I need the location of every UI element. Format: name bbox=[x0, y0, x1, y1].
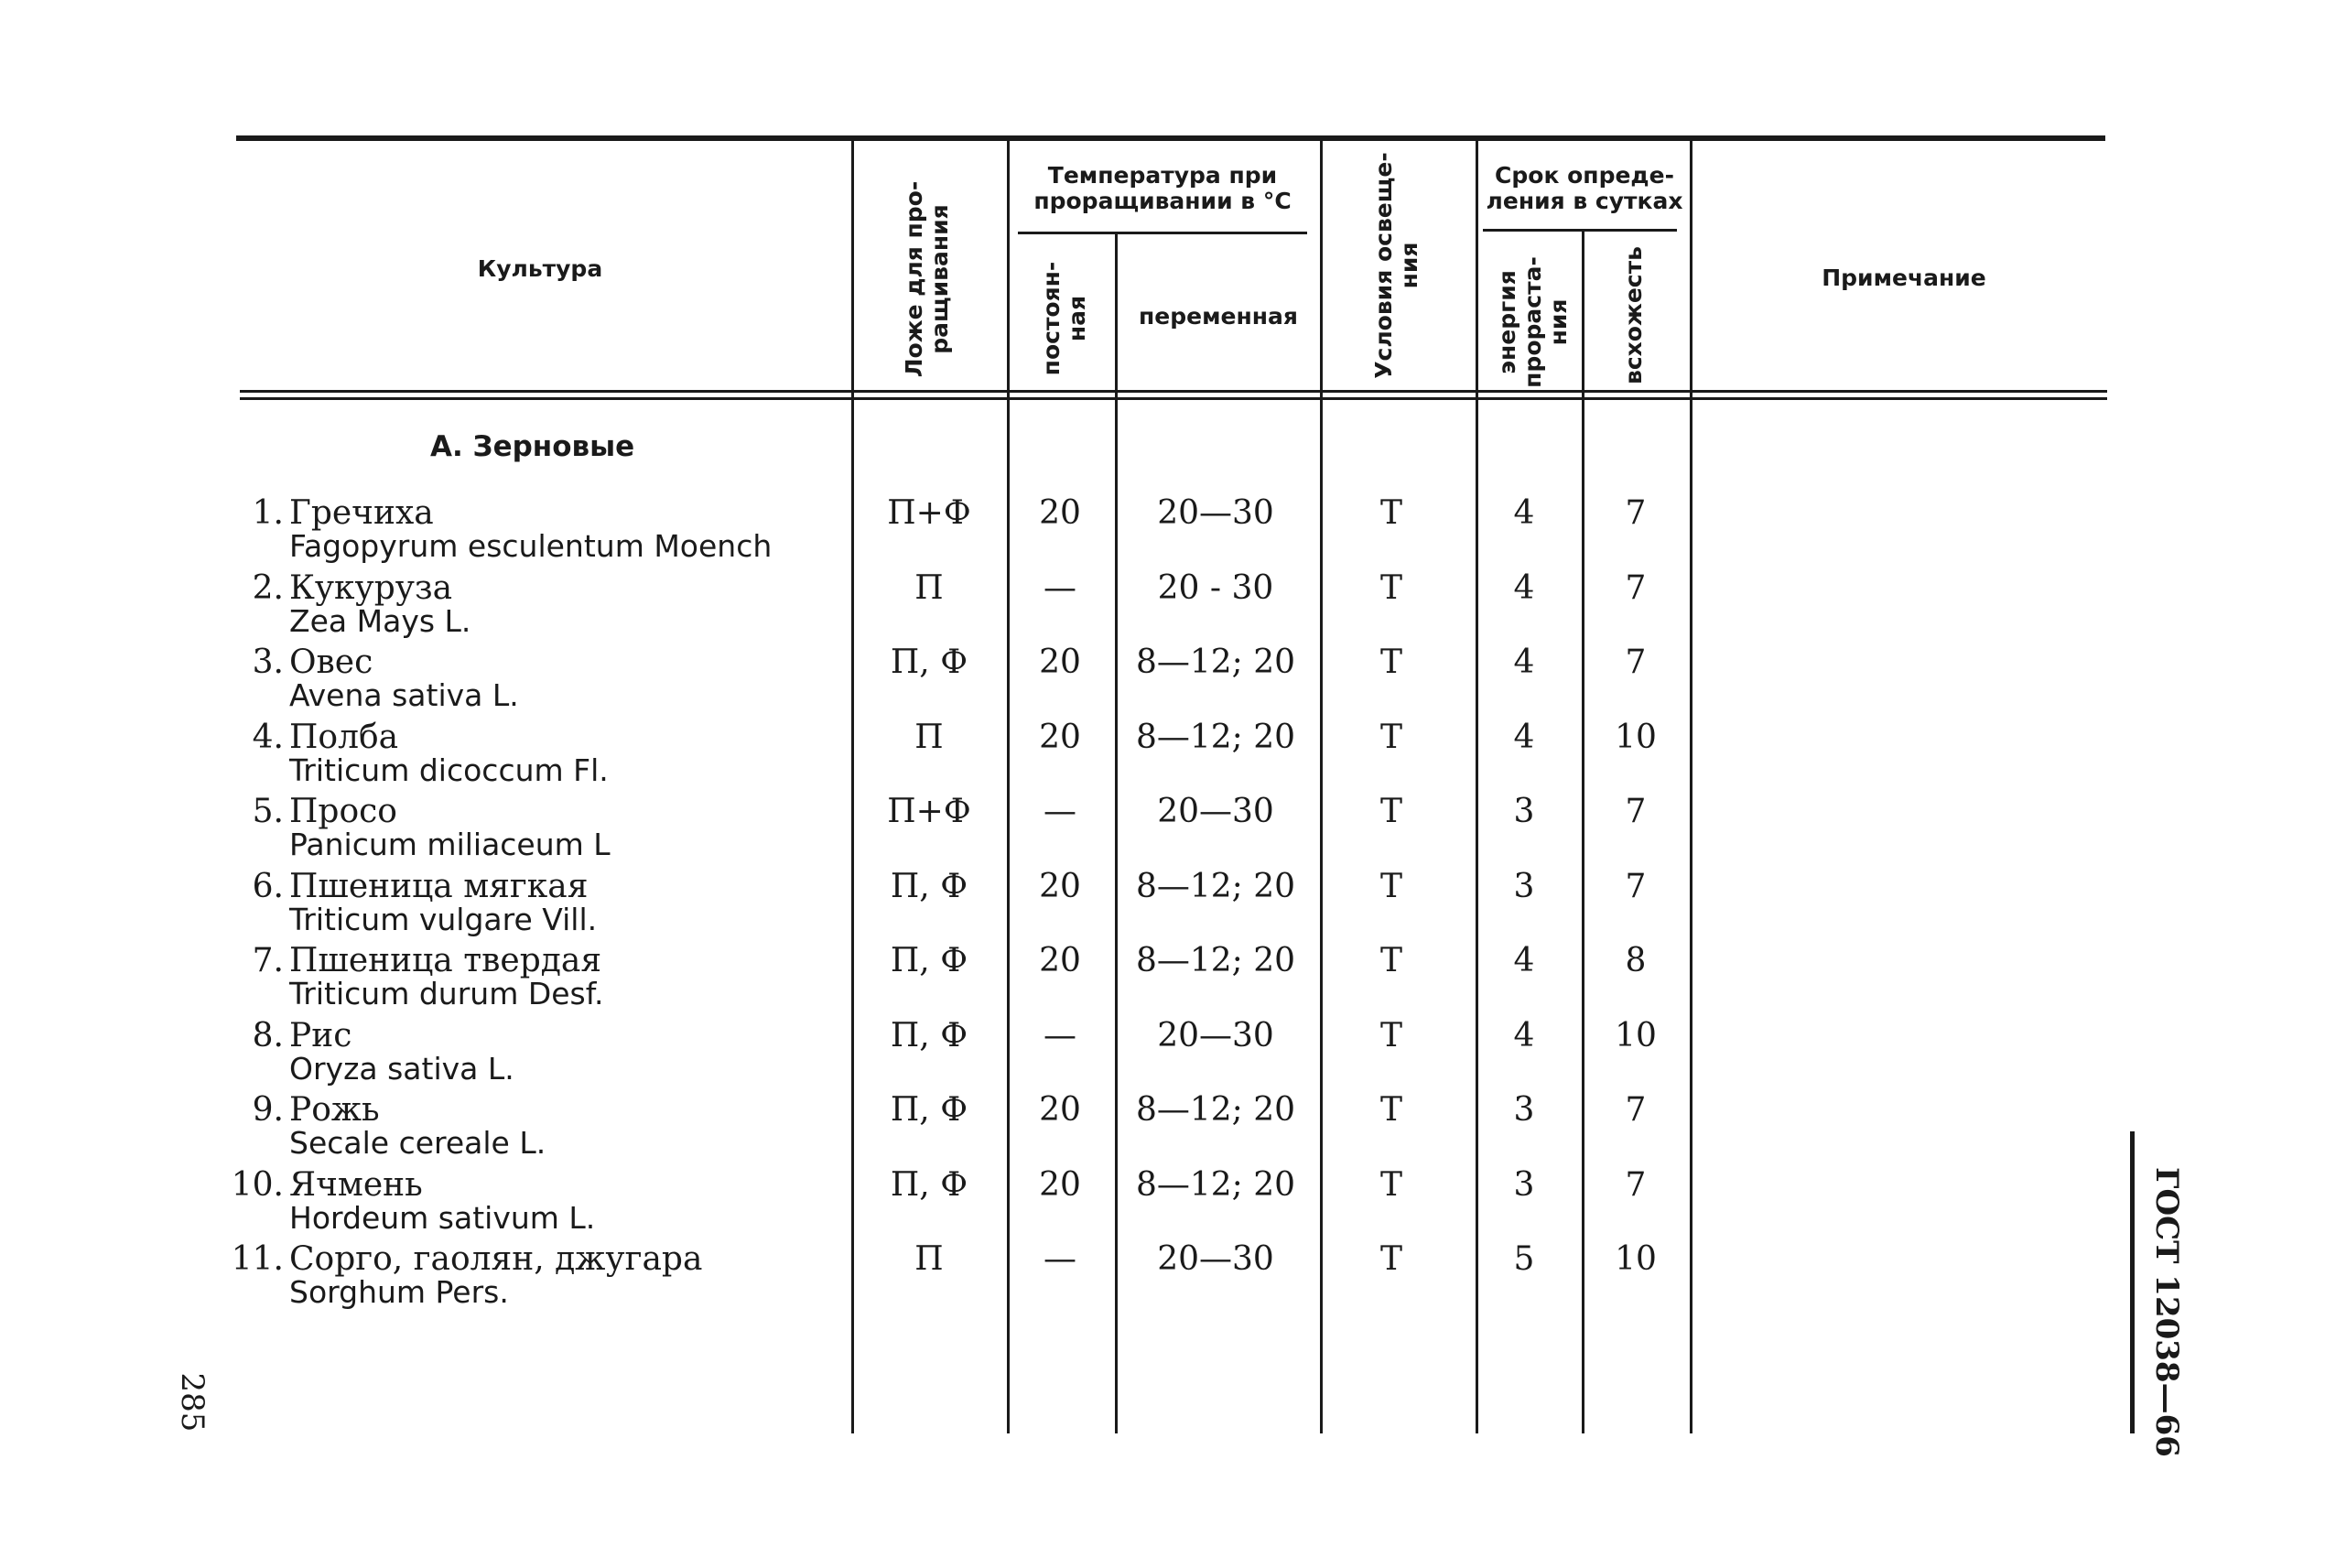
header-temperature: Температура при проращивании в °С bbox=[1033, 162, 1292, 214]
header-energy: энергия прораста- ния bbox=[1494, 256, 1572, 388]
cell-tc: 20 bbox=[1039, 1091, 1081, 1129]
row-number: 6. bbox=[252, 868, 284, 905]
cell-tv: 20—30 bbox=[1157, 793, 1274, 830]
cell-tv: 8—12; 20 bbox=[1135, 1091, 1296, 1129]
cell-light: Т bbox=[1379, 1166, 1402, 1204]
row-number: 5. bbox=[252, 793, 284, 830]
cell-germ: 7 bbox=[1625, 1091, 1647, 1129]
cell-germ: 7 bbox=[1625, 793, 1647, 830]
column-divider bbox=[1115, 232, 1118, 1433]
cell-bed: П, Ф bbox=[890, 1017, 968, 1054]
column-divider bbox=[851, 139, 854, 1433]
cell-tc: 20 bbox=[1039, 719, 1081, 756]
culture-name-latin: Triticum vulgare Vill. bbox=[289, 902, 598, 937]
cell-energy: 4 bbox=[1513, 643, 1535, 681]
culture-name-ru: Рожь bbox=[289, 1091, 380, 1129]
table-top-rule bbox=[236, 135, 2105, 141]
cell-light: Т bbox=[1379, 494, 1402, 532]
cell-light: Т bbox=[1379, 868, 1402, 905]
row-number: 11. bbox=[231, 1240, 284, 1278]
row-number: 9. bbox=[252, 1091, 284, 1129]
cell-light: Т bbox=[1379, 643, 1402, 681]
cell-tv: 8—12; 20 bbox=[1135, 868, 1296, 905]
culture-name-latin: Triticum durum Desf. bbox=[289, 976, 604, 1011]
cell-bed: П, Ф bbox=[890, 1091, 968, 1129]
temperature-subheader-rule bbox=[1018, 232, 1307, 234]
cell-light: Т bbox=[1379, 793, 1402, 830]
row-number: 10. bbox=[231, 1166, 284, 1204]
cell-energy: 4 bbox=[1513, 569, 1535, 607]
page-number: 285 bbox=[174, 1372, 211, 1433]
culture-name-latin: Sorghum Pers. bbox=[289, 1274, 509, 1310]
cell-energy: 4 bbox=[1513, 942, 1535, 979]
cell-energy: 5 bbox=[1513, 1240, 1535, 1278]
cell-bed: П bbox=[914, 719, 944, 756]
cell-energy: 3 bbox=[1513, 793, 1535, 830]
column-divider bbox=[1690, 139, 1692, 1433]
standard-side-rule bbox=[2130, 1131, 2135, 1433]
cell-light: Т bbox=[1379, 719, 1402, 756]
cell-bed: П, Ф bbox=[890, 1166, 968, 1204]
cell-tc: — bbox=[1044, 793, 1076, 830]
column-divider bbox=[1007, 139, 1010, 1433]
culture-name-ru: Пшеница мягкая bbox=[289, 868, 589, 905]
cell-germ: 7 bbox=[1625, 643, 1647, 681]
row-number: 8. bbox=[252, 1017, 284, 1054]
cell-light: Т bbox=[1379, 569, 1402, 607]
row-number: 3. bbox=[252, 643, 284, 681]
cell-energy: 4 bbox=[1513, 719, 1535, 756]
culture-name-latin: Panicum miliaceum L bbox=[289, 827, 611, 862]
cell-energy: 3 bbox=[1513, 868, 1535, 905]
cell-germ: 7 bbox=[1625, 868, 1647, 905]
section-title: А. Зерновые bbox=[430, 430, 635, 463]
column-divider bbox=[1476, 139, 1478, 1433]
culture-name-latin: Fagopyrum esculentum Moench bbox=[289, 528, 773, 564]
cell-tv: 8—12; 20 bbox=[1135, 719, 1296, 756]
cell-germ: 7 bbox=[1625, 494, 1647, 532]
cell-germ: 10 bbox=[1615, 1017, 1657, 1054]
cell-tc: 20 bbox=[1039, 643, 1081, 681]
header-period: Срок опреде- ления в сутках bbox=[1486, 162, 1683, 214]
cell-bed: П, Ф bbox=[890, 643, 968, 681]
culture-name-ru: Гречиха bbox=[289, 494, 434, 532]
row-number: 7. bbox=[252, 942, 284, 979]
cell-germ: 8 bbox=[1625, 942, 1647, 979]
culture-name-ru: Ячмень bbox=[289, 1166, 423, 1204]
cell-tc: — bbox=[1044, 569, 1076, 607]
cell-germ: 7 bbox=[1625, 569, 1647, 607]
culture-name-latin: Avena sativa L. bbox=[289, 677, 519, 713]
cell-tv: 20—30 bbox=[1157, 1017, 1274, 1054]
cell-energy: 4 bbox=[1513, 1017, 1535, 1054]
cell-tc: 20 bbox=[1039, 942, 1081, 979]
cell-tc: 20 bbox=[1039, 494, 1081, 532]
cell-germ: 10 bbox=[1615, 719, 1657, 756]
culture-name-ru: Пшеница твердая bbox=[289, 942, 602, 979]
column-divider bbox=[1582, 229, 1584, 1433]
standard-label: ГОСТ 12038—66 bbox=[2148, 1167, 2185, 1457]
cell-tc: 20 bbox=[1039, 868, 1081, 905]
cell-tv: 8—12; 20 bbox=[1135, 1166, 1296, 1204]
culture-name-ru: Овес bbox=[289, 643, 373, 681]
cell-energy: 4 bbox=[1513, 494, 1535, 532]
cell-tv: 20—30 bbox=[1157, 494, 1274, 532]
cell-energy: 3 bbox=[1513, 1091, 1535, 1129]
header-culture: Культура bbox=[477, 255, 603, 282]
period-subheader-rule bbox=[1483, 229, 1677, 232]
cell-tv: 20 - 30 bbox=[1157, 569, 1274, 607]
header-germination: всхожесть bbox=[1620, 246, 1647, 384]
header-bottom-rule-1 bbox=[240, 390, 2107, 393]
row-number: 2. bbox=[252, 569, 284, 607]
header-bed-text: Ложе для про- ращивания bbox=[901, 180, 953, 378]
header-note: Примечание bbox=[1822, 265, 1986, 291]
cell-bed: П, Ф bbox=[890, 942, 968, 979]
cell-light: Т bbox=[1379, 1017, 1402, 1054]
cell-light: Т bbox=[1379, 1240, 1402, 1278]
header-temp-constant: постоян- ная bbox=[1038, 261, 1090, 376]
cell-bed: П, Ф bbox=[890, 868, 968, 905]
cell-tv: 20—30 bbox=[1157, 1240, 1274, 1278]
cell-tc: — bbox=[1044, 1240, 1076, 1278]
cell-tv: 8—12; 20 bbox=[1135, 942, 1296, 979]
header-temp-variable: переменная bbox=[1139, 303, 1298, 330]
cell-tc: 20 bbox=[1039, 1166, 1081, 1204]
cell-light: Т bbox=[1379, 942, 1402, 979]
header-bottom-rule-2 bbox=[240, 397, 2107, 400]
culture-name-latin: Oryza sativa L. bbox=[289, 1051, 514, 1087]
cell-light: Т bbox=[1379, 1091, 1402, 1129]
culture-name-latin: Secale cereale L. bbox=[289, 1125, 546, 1161]
culture-name-ru: Просо bbox=[289, 793, 397, 830]
row-number: 4. bbox=[252, 719, 284, 756]
culture-name-ru: Рис bbox=[289, 1017, 352, 1054]
cell-bed: П+Ф bbox=[887, 494, 971, 532]
cell-tc: — bbox=[1044, 1017, 1076, 1054]
header-light: Условия освеще- ния bbox=[1370, 152, 1422, 379]
culture-name-latin: Zea Mays L. bbox=[289, 603, 471, 639]
header-bed bbox=[902, 156, 957, 403]
cell-germ: 7 bbox=[1625, 1166, 1647, 1204]
culture-name-latin: Triticum dicoccum Fl. bbox=[289, 752, 609, 788]
cell-energy: 3 bbox=[1513, 1166, 1535, 1204]
cell-bed: П+Ф bbox=[887, 793, 971, 830]
cell-bed: П bbox=[914, 1240, 944, 1278]
column-divider bbox=[1320, 139, 1323, 1433]
row-number: 1. bbox=[252, 494, 284, 532]
culture-name-latin: Hordeum sativum L. bbox=[289, 1200, 596, 1236]
culture-name-ru: Сорго, гаолян, джугара bbox=[289, 1240, 703, 1278]
culture-name-ru: Кукуруза bbox=[289, 569, 453, 607]
cell-germ: 10 bbox=[1615, 1240, 1657, 1278]
culture-name-ru: Полба bbox=[289, 719, 399, 756]
cell-tv: 8—12; 20 bbox=[1135, 643, 1296, 681]
cell-bed: П bbox=[914, 569, 944, 607]
